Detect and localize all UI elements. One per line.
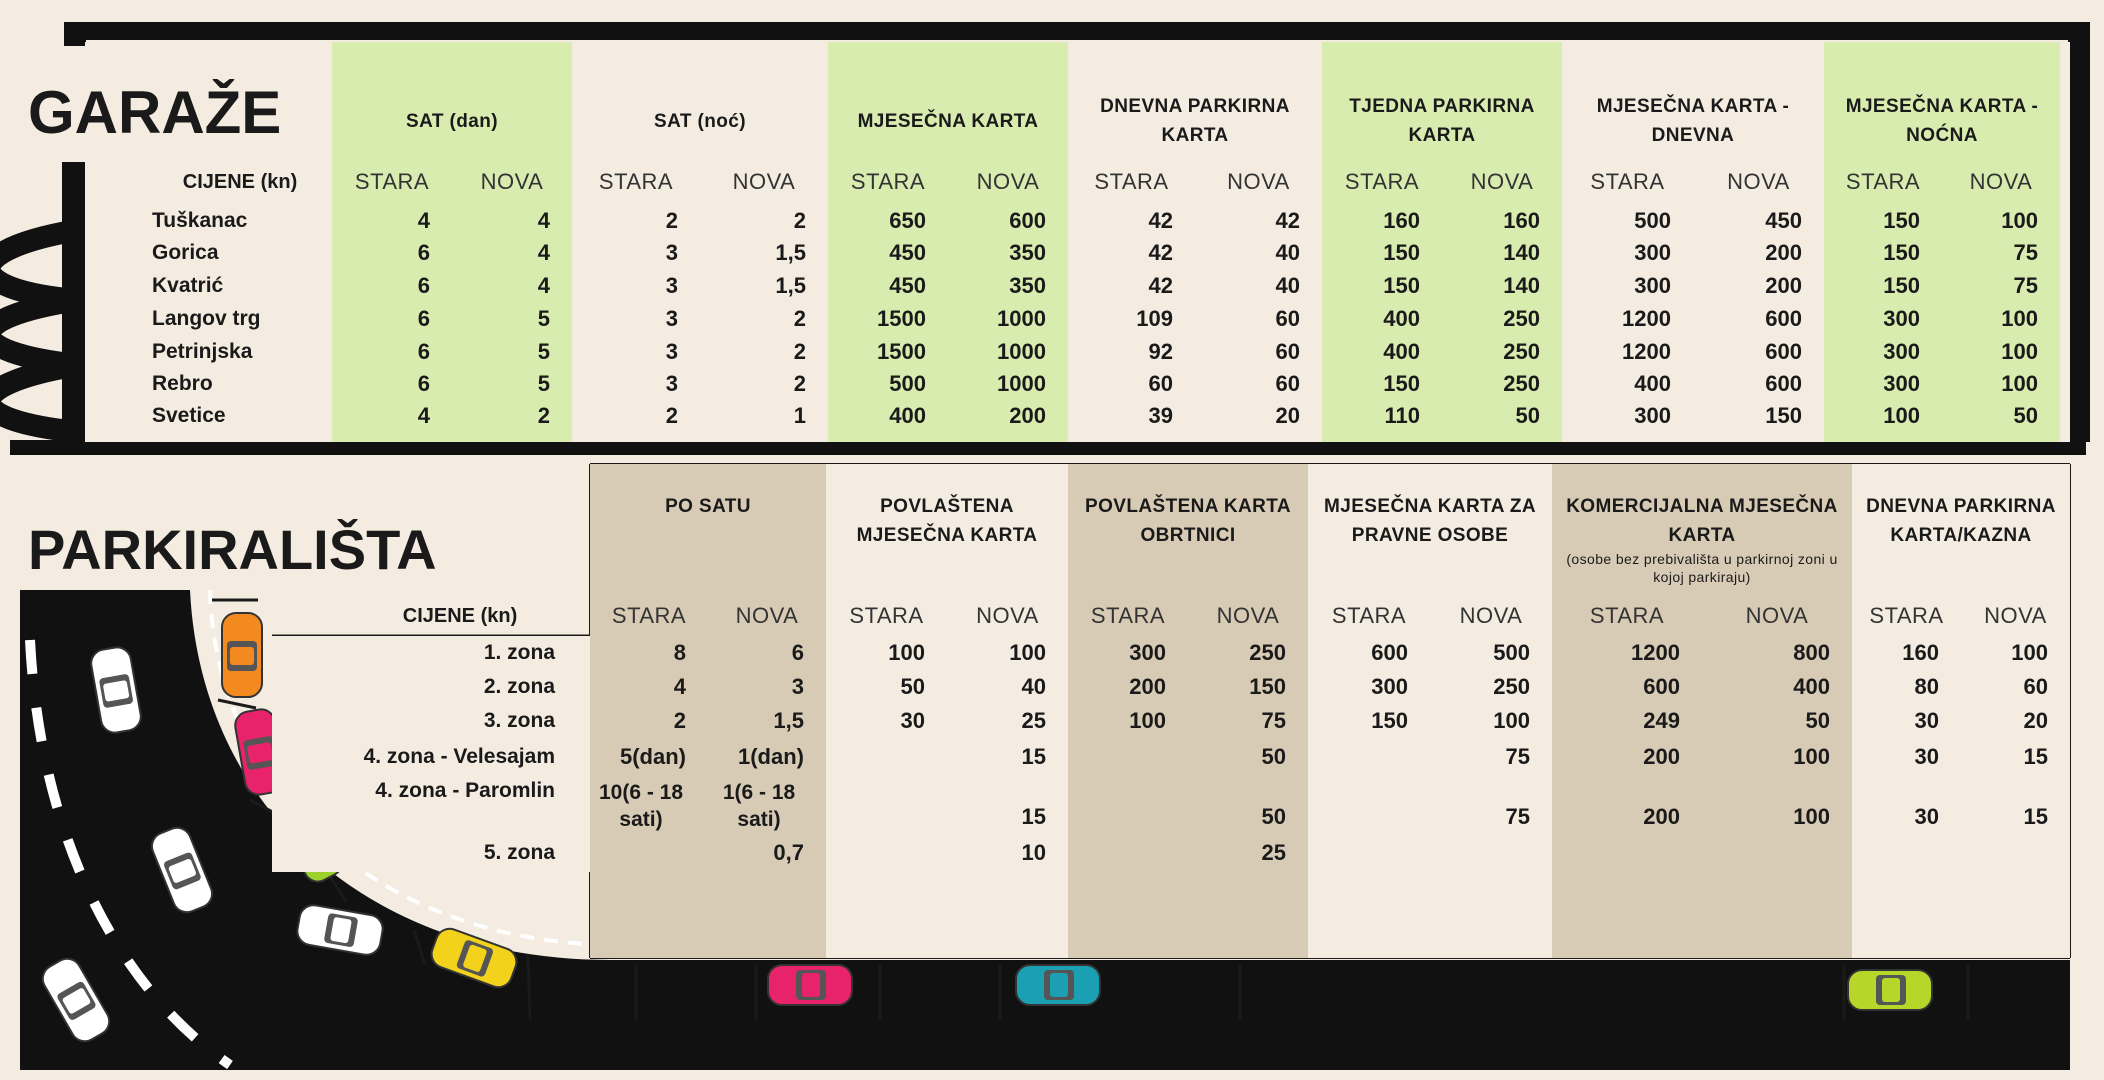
garaze-nova-label: NOVA (1727, 169, 1790, 194)
parkiralista-column-header (1314, 492, 1546, 592)
parkiralista-value-cell: 100 (1493, 707, 1530, 733)
garaze-value-cell: 150 (1883, 272, 1920, 298)
parkiralista-title: PARKIRALIŠTA (28, 517, 437, 581)
parkiralista-stara-label: STARA (611, 603, 687, 628)
parkiralista-value-cell: 150 (1249, 673, 1286, 699)
parkiralista-value-cell (826, 775, 947, 836)
parkiralista-value-cell (1308, 836, 1430, 870)
garaze-row-name: Kvatrić (152, 273, 224, 297)
garaze-value-cell: 3 (665, 272, 678, 298)
parkiralista-value-cell (1430, 836, 1552, 870)
garaze-stara-label: STARA (1094, 169, 1169, 194)
frame-corner (64, 22, 86, 46)
parkiralista-value-cell: 1200 (1631, 640, 1680, 665)
garaze-value-cell: 300 (1634, 403, 1671, 428)
garaze-nova-label: NOVA (1969, 169, 2033, 194)
parkiralista-value-cell (826, 836, 947, 870)
garaze-value-cell: 60 (1275, 338, 1300, 364)
parkiralista-value-cell: 30 (1914, 707, 1939, 733)
parkiralista-nova-label: NOVA (1459, 603, 1523, 628)
parkiralista-column-header (596, 492, 820, 592)
parkiralista-value-cell (1308, 775, 1430, 836)
garaze-value-cell: 39 (1148, 403, 1173, 428)
garaze-value-cell: 450 (889, 240, 926, 265)
parkiralista-row-name: 3. zona (483, 708, 555, 732)
garaze-value-cell: 1,5 (775, 272, 806, 298)
garaze-row-name: Langov trg (152, 306, 261, 330)
car-roof (230, 647, 254, 665)
garaze-value-cell: 350 (1009, 272, 1046, 298)
garaze-value-cell: 450 (1765, 208, 1802, 233)
parkiralista-value-cell (590, 836, 708, 870)
garaze-value-cell: 400 (1383, 338, 1420, 364)
section-divider (10, 440, 2086, 455)
parkiralista-value-cell: 100 (888, 640, 925, 665)
garaze-value-cell: 110 (1384, 403, 1420, 428)
parkiralista-row-name: 2. zona (483, 674, 555, 698)
car-icon (768, 965, 852, 1005)
garaze-value-cell: 2 (665, 208, 678, 233)
parkiralista-value-cell: 200 (1129, 673, 1166, 699)
garaze-value-cell: 5 (537, 338, 550, 364)
garaze-value-cell: 60 (1148, 371, 1173, 396)
car-icon (1016, 965, 1100, 1005)
garaze-column-header: SAT (noć) (654, 110, 746, 132)
garaze-value-cell: 40 (1275, 240, 1300, 265)
parkiralista-value-cell: 1(dan) (738, 743, 804, 769)
garaze-value-cell: 600 (1009, 208, 1046, 233)
garaze-value-cell: 2 (537, 403, 550, 428)
parkiralista-value-cell: 300 (1129, 640, 1166, 665)
garaze-stara-label: STARA (1344, 169, 1420, 194)
garaze-value-cell: 160 (1503, 208, 1540, 233)
garaze-value-cell: 300 (1883, 371, 1920, 396)
garaze-stara-label: STARA (354, 169, 430, 194)
garaze-value-cell: 6 (417, 240, 430, 265)
parkiralista-value-cell: 100 (2011, 640, 2048, 665)
garaze-value-cell: 60 (1275, 371, 1300, 396)
parkiralista-value-cell: 100 (1793, 743, 1830, 769)
garaze-row-name: Svetice (152, 404, 226, 427)
parkiralista-value-cell (1068, 738, 1188, 775)
garaze-value-cell: 92 (1148, 338, 1173, 364)
parkiralista-value-cell: 600 (1371, 640, 1408, 665)
garaze-value-cell: 42 (1148, 208, 1173, 233)
column-header-text: KOMERCIJALNA MJESEČNA KARTA (1566, 496, 1838, 546)
garaze-value-cell: 40 (1275, 272, 1300, 298)
parkiralista-value-cell: 15 (2023, 804, 2048, 829)
parkiralista-value-cell: 20 (2023, 707, 2048, 733)
parkiralista-value-cell: 10 (1021, 840, 1046, 865)
garaze-nova-label: NOVA (1470, 169, 1534, 194)
parkiralista-value-cell: 8 (673, 640, 686, 665)
garaze-cijene-label: CIJENE (kn) (182, 170, 298, 193)
parkiralista-value-cell: 10(6 - 18 sati) (598, 780, 684, 831)
garaze-value-cell: 100 (2001, 208, 2038, 233)
garaze-value-cell: 1000 (997, 305, 1046, 331)
right-frame-bar (2068, 22, 2090, 442)
parkiralista-value-cell: 40 (1021, 673, 1046, 699)
garaze-value-cell: 150 (1383, 272, 1420, 298)
parkiralista-value-cell: 60 (2023, 673, 2048, 699)
garaze-value-cell: 3 (665, 338, 678, 364)
garaze-value-cell: 250 (1503, 305, 1540, 331)
parkiralista-row-name: 4. zona - Velesajam (363, 744, 555, 768)
garaze-value-cell: 3 (665, 305, 678, 331)
parkiralista-stara-label: STARA (1869, 603, 1944, 628)
garaze-value-cell: 5 (537, 371, 550, 396)
garaze-value-cell: 5 (537, 305, 550, 331)
garaze-stara-label: STARA (1590, 169, 1665, 194)
garaze-value-cell: 140 (1503, 272, 1540, 298)
garaze-stara-label: STARA (850, 169, 926, 194)
parkiralista-row-name: 4. zona - Paromlin (375, 779, 555, 802)
parkiralista-value-cell: 30 (1914, 804, 1939, 829)
parkiralista-value-cell: 100 (1009, 640, 1046, 665)
garaze-value-cell: 150 (1883, 208, 1920, 233)
garaze-value-cell: 4 (537, 240, 550, 265)
parkiralista-cijene-label: CIJENE (kn) (402, 604, 518, 627)
garaze-column-header: DNEVNA PARKIRNA KARTA (1100, 96, 1290, 146)
garaze-value-cell: 250 (1503, 338, 1540, 364)
parkiralista-value-cell: 50 (900, 673, 925, 699)
garaze-value-cell: 300 (1883, 338, 1920, 364)
garaze-value-cell: 1 (793, 403, 806, 428)
garaze-value-cell: 2 (793, 338, 806, 364)
garaze-row-name: Tuškanac (152, 209, 248, 232)
parkiralista-value-cell: 1(6 - 18 sati) (722, 780, 796, 831)
parkiralista-value-cell: 75 (1505, 743, 1530, 769)
car-icon (1848, 970, 1932, 1010)
garaze-value-cell: 200 (1765, 240, 1802, 265)
parkiralista-column-header (1558, 492, 1846, 592)
garaze-value-cell: 500 (1634, 208, 1671, 233)
garaze-value-cell: 2 (665, 403, 678, 428)
garaze-value-cell: 250 (1503, 371, 1540, 396)
parkiralista-value-cell: 1,5 (773, 707, 804, 733)
parkiralista-value-cell: 249 (1643, 707, 1680, 733)
garaze-value-cell: 1500 (877, 305, 926, 331)
garaze-value-cell: 140 (1503, 240, 1540, 265)
garaze-column-header: MJESEČNA KARTA - DNEVNA (1596, 96, 1790, 146)
garaze-nova-label: NOVA (976, 169, 1040, 194)
column-header-text: DNEVNA PARKIRNA KARTA/KAZNA (1866, 496, 2056, 546)
garaze-value-cell: 400 (1383, 305, 1420, 331)
parkiralista-value-cell: 500 (1493, 640, 1530, 665)
garaze-value-cell: 650 (889, 208, 926, 233)
garaze-value-cell: 300 (1883, 305, 1920, 331)
parkiralista-value-cell: 0,7 (773, 840, 804, 865)
garaze-value-cell: 160 (1383, 208, 1420, 233)
garaze-column-header: MJESEČNA KARTA - NOĆNA (1845, 96, 2039, 146)
garaze-value-cell: 1200 (1622, 338, 1671, 364)
garaze-row-name: Rebro (152, 372, 213, 395)
parkiralista-value-cell: 200 (1643, 804, 1680, 829)
garaze-value-cell: 500 (889, 371, 926, 396)
parkiralista-value-cell: 50 (1805, 707, 1830, 733)
parkiralista-stara-label: STARA (1090, 603, 1166, 628)
car-icon (222, 613, 262, 697)
parkiralista-value-cell: 75 (1505, 804, 1530, 829)
column-header-text: MJESEČNA KARTA ZA PRAVNE OSOBE (1324, 496, 1536, 546)
parkiralista-row-name: 5. zona (483, 841, 555, 864)
garaze-value-cell: 150 (1883, 240, 1920, 265)
parkiralista-value-cell: 300 (1371, 673, 1408, 699)
parkiralista-stara-label: STARA (1331, 603, 1407, 628)
parkiralista-value-cell: 100 (1129, 707, 1166, 733)
garaze-column-header: SAT (dan) (406, 110, 498, 132)
garaze-row-name: Petrinjska (152, 339, 253, 363)
garaze-value-cell: 3 (665, 240, 678, 265)
parkiralista-value-cell: 800 (1793, 640, 1830, 665)
garaze-value-cell: 1500 (877, 338, 926, 364)
parkiralista-value-cell: 250 (1493, 673, 1530, 699)
parkiralista-nova-label: NOVA (1216, 603, 1280, 628)
garaze-row-name: Gorica (152, 241, 219, 264)
garaze-value-cell: 1000 (997, 371, 1046, 396)
parkiralista-column-header (832, 492, 1062, 592)
garaze-value-cell: 2 (793, 371, 806, 396)
garaze-value-cell: 4 (417, 208, 430, 233)
garaze-value-cell: 200 (1765, 272, 1802, 298)
garaze-value-cell: 450 (889, 272, 926, 298)
parkiralista-value-cell: 200 (1643, 743, 1680, 769)
parkiralista-value-cell (1308, 738, 1430, 775)
garaze-value-cell: 42 (1148, 272, 1173, 298)
garaze-value-cell: 600 (1765, 338, 1802, 364)
garaze-value-cell: 1,5 (775, 240, 806, 265)
garaze-value-cell: 300 (1634, 272, 1671, 298)
parkiralista-nova-label: NOVA (1984, 603, 2047, 628)
column-header-text: POVLAŠTENA KARTA OBRTNICI (1085, 496, 1291, 546)
garaze-value-cell: 75 (2013, 272, 2038, 298)
parkiralista-value-cell: 30 (900, 707, 925, 733)
parkiralista-value-cell (1852, 836, 1961, 870)
parkiralista-value-cell (1068, 836, 1188, 870)
parkiralista-value-cell: 15 (1021, 743, 1046, 769)
garaze-column-header: MJESEČNA KARTA (857, 110, 1039, 132)
garaze-nova-label: NOVA (480, 169, 544, 194)
garaze-value-cell: 2 (793, 305, 806, 331)
parkiralista-value-cell: 100 (1793, 804, 1830, 829)
garaze-value-cell: 20 (1275, 403, 1300, 428)
parkiralista-value-cell: 25 (1021, 707, 1046, 733)
garaze-value-cell: 150 (1383, 371, 1420, 396)
parkiralista-value-cell: 15 (2023, 743, 2048, 769)
parkiralista-value-cell (1068, 775, 1188, 836)
garaze-value-cell: 6 (417, 338, 430, 364)
parkiralista-value-cell (826, 738, 947, 775)
garaze-value-cell: 400 (1634, 371, 1671, 396)
parkiralista-value-cell (1552, 836, 1702, 870)
car-roof (1882, 978, 1900, 1002)
garaze-column-block (2060, 42, 2070, 442)
garaze-value-cell: 109 (1136, 305, 1173, 331)
garaze-value-cell: 1000 (997, 338, 1046, 364)
garaze-nova-label: NOVA (732, 169, 796, 194)
parkiralista-value-cell: 50 (1261, 743, 1286, 769)
garaze-nova-label: NOVA (1227, 169, 1290, 194)
parkiralista-row-name: 1. zona (483, 641, 555, 664)
parkiralista-nova-label: NOVA (976, 603, 1039, 628)
parkiralista-value-cell: 25 (1261, 840, 1286, 865)
parkiralista-value-cell: 6 (791, 640, 804, 665)
parkiralista-value-cell: 5(dan) (620, 743, 686, 769)
garaze-value-cell: 100 (2001, 371, 2038, 396)
garaze-value-cell: 42 (1148, 240, 1173, 265)
parkiralista-column-header (1858, 492, 2064, 592)
parkiralista-stara-label: STARA (849, 603, 924, 628)
garaze-value-cell: 400 (889, 403, 926, 428)
column-header-text: PO SATU (665, 496, 751, 517)
garaze-value-cell: 6 (417, 371, 430, 396)
parkiralista-value-cell: 30 (1914, 743, 1939, 769)
parkiralista-value-cell (1702, 836, 1852, 870)
column-header-text: POVLAŠTENA MJESEČNA KARTA (856, 496, 1038, 546)
parkiralista-value-cell: 50 (1261, 804, 1286, 829)
garaze-value-cell: 1200 (1622, 305, 1671, 331)
parkiralista-nova-label: NOVA (1745, 603, 1809, 628)
parkiralista-value-cell: 4 (673, 673, 686, 699)
garaze-value-cell: 50 (1515, 403, 1540, 428)
garaze-value-cell: 4 (417, 403, 430, 428)
garaze-value-cell: 600 (1765, 371, 1802, 396)
garaze-value-cell: 150 (1383, 240, 1420, 265)
garaze-column-header: TJEDNA PARKIRNA KARTA (1349, 96, 1535, 146)
garaze-value-cell: 350 (1009, 240, 1046, 265)
garaze-title: GARAŽE (28, 78, 282, 146)
parkiralista-value-cell: 160 (1902, 640, 1939, 665)
garaze-value-cell: 50 (2013, 403, 2038, 428)
parkiralista-value-cell: 600 (1643, 673, 1680, 699)
parkiralista-stara-label: STARA (1589, 603, 1665, 628)
garaze-value-cell: 100 (2001, 305, 2038, 331)
parkiralista-value-cell: 2 (673, 707, 686, 733)
garaze-value-cell: 100 (1883, 403, 1920, 428)
parkiralista-value-cell: 15 (1021, 804, 1046, 829)
garaze-value-cell: 3 (665, 371, 678, 396)
garaze-value-cell: 600 (1765, 305, 1802, 331)
parkiralista-value-cell: 3 (791, 673, 804, 699)
garaze-value-cell: 200 (1009, 403, 1046, 428)
garaze-value-cell: 150 (1765, 403, 1802, 428)
car-roof (802, 973, 820, 997)
parkiralista-nova-label: NOVA (735, 603, 799, 628)
column-header-note: (osobe bez prebivališta u parkirnoj zoni u kojoj parkiraju) (1566, 551, 1838, 585)
garaze-stara-label: STARA (598, 169, 674, 194)
parkiralista-column-header (1074, 492, 1302, 592)
parkiralista-value-cell: 75 (1261, 707, 1286, 733)
garaze-value-cell: 300 (1634, 240, 1671, 265)
top-frame-bar (70, 22, 2090, 40)
garaze-value-cell: 4 (537, 272, 550, 298)
parking-bay-marker (528, 955, 530, 1020)
garaze-value-cell: 2 (793, 208, 806, 233)
garaze-value-cell: 6 (417, 305, 430, 331)
parkiralista-value-cell (1961, 836, 2070, 870)
car-roof (1050, 973, 1068, 997)
parkiralista-value-cell: 400 (1793, 673, 1830, 699)
garaze-value-cell: 4 (537, 208, 550, 233)
garaze-value-cell: 60 (1275, 305, 1300, 331)
parkiralista-value-cell: 250 (1249, 640, 1286, 665)
garaze-value-cell: 100 (2001, 338, 2038, 364)
parkiralista-value-cell: 80 (1914, 673, 1939, 699)
garaze-stara-label: STARA (1845, 169, 1921, 194)
garaze-value-cell: 75 (2013, 240, 2038, 265)
garaze-value-cell: 6 (417, 272, 430, 298)
garaze-value-cell: 42 (1275, 208, 1300, 233)
parkiralista-value-cell: 150 (1371, 707, 1408, 733)
